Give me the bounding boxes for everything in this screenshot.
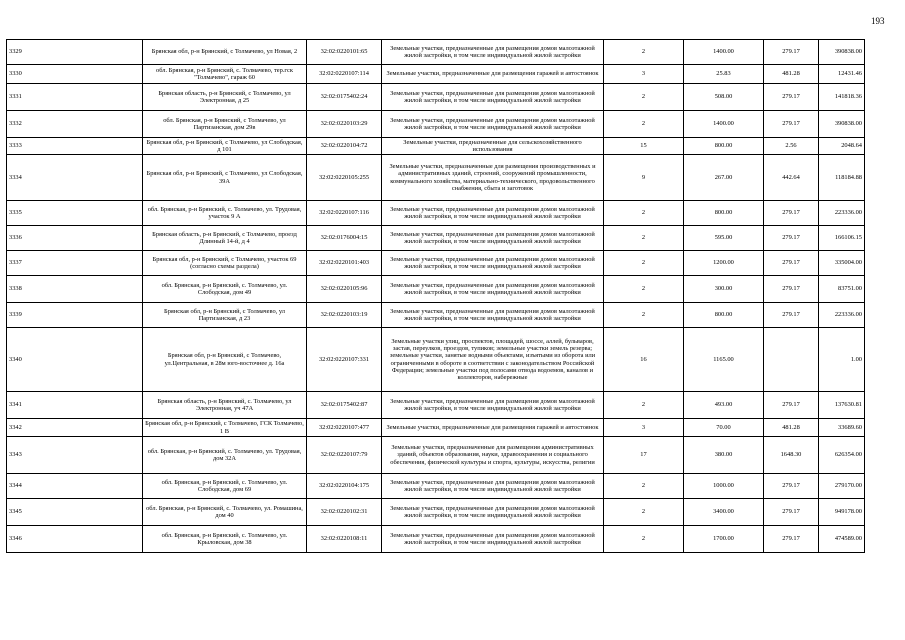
area-value: 1165.00	[684, 328, 764, 392]
rate-value: 279.17	[764, 499, 819, 526]
address-cell: Брянская обл, р-н Брянский, с Толмачево, участок 69 (согласно схемы раздела)	[143, 251, 307, 276]
land-use-cell: Земельные участки, предназначенные для размещения домов малоэтажной жилой застройки, в том числе индивидуальной жилой застройки	[382, 226, 604, 251]
area-value: 800.00	[684, 138, 764, 155]
cadastral-value: 33689.60	[819, 419, 865, 437]
row-number: 3340	[7, 328, 143, 392]
cadastral-number: 32:02:0220101:403	[307, 251, 382, 276]
row-number: 3337	[7, 251, 143, 276]
area-value: 25.83	[684, 65, 764, 84]
cadastral-number: 32:02:0220107:79	[307, 437, 382, 474]
address-cell: Брянская обл, р-н Брянский, с Толмачево, ул.Центральная, в 28м юго-восточнее д. 16а	[143, 328, 307, 392]
rate-value: 481.28	[764, 419, 819, 437]
table-row	[7, 65, 865, 84]
land-use-cell: Земельные участки, предназначенные для размещения домов малоэтажной жилой застройки, в том числе индивидуальной жилой застройки	[382, 40, 604, 65]
category-code: 9	[604, 155, 684, 201]
address-cell: обл. Брянская, р-н Брянский, с. Толмачево, ул. Крыловская, дом 38	[143, 526, 307, 553]
rate-value: 279.17	[764, 226, 819, 251]
row-number: 3339	[7, 303, 143, 328]
cadastral-value: 279170.00	[819, 474, 865, 499]
rate-value: 1648.30	[764, 437, 819, 474]
area-value: 1400.00	[684, 40, 764, 65]
cadastral-number: 32:02:0220103:19	[307, 303, 382, 328]
land-use-cell: Земельные участки, предназначенные для размещения домов малоэтажной жилой застройки, в том числе индивидуальной жилой застройки	[382, 392, 604, 419]
table-row	[7, 226, 865, 251]
land-use-cell: Земельные участки, предназначенные для размещения гаражей и автостоянок	[382, 419, 604, 437]
cadastral-value: 12431.46	[819, 65, 865, 84]
category-code: 2	[604, 303, 684, 328]
cadastral-number: 32:02:0220104:175	[307, 474, 382, 499]
land-use-cell: Земельные участки, предназначенные для размещения домов малоэтажной жилой застройки, в том числе индивидуальной жилой застройки	[382, 201, 604, 226]
land-use-cell: Земельные участки, предназначенные для размещения домов малоэтажной жилой застройки, в том числе индивидуальной жилой застройки	[382, 251, 604, 276]
land-use-cell: Земельные участки, предназначенные для размещения домов малоэтажной жилой застройки, в том числе индивидуальной жилой застройки	[382, 276, 604, 303]
page-number: 193	[871, 16, 885, 26]
row-number: 3329	[7, 40, 143, 65]
rate-value: 279.17	[764, 392, 819, 419]
rate-value: 279.17	[764, 201, 819, 226]
cadastral-number: 32:02:0220101:65	[307, 40, 382, 65]
row-number: 3343	[7, 437, 143, 474]
row-number: 3333	[7, 138, 143, 155]
land-use-cell: Земельные участки, предназначенные для размещения домов малоэтажной жилой застройки, в том числе индивидуальной жилой застройки	[382, 303, 604, 328]
table-row	[7, 84, 865, 111]
cadastral-number: 32:02:0220107:477	[307, 419, 382, 437]
area-value: 800.00	[684, 201, 764, 226]
address-cell: обл. Брянская, р-н Брянский, с Толмачево, ул Партизанская, дом 29в	[143, 111, 307, 138]
category-code: 2	[604, 84, 684, 111]
area-value: 493.00	[684, 392, 764, 419]
land-use-cell: Земельные участки, предназначенные для размещения домов малоэтажной жилой застройки, в том числе индивидуальной жилой застройки	[382, 474, 604, 499]
land-use-cell: Земельные участки, предназначенные для размещения гаражей и автостоянок	[382, 65, 604, 84]
cadastral-number: 32:02:0220104:72	[307, 138, 382, 155]
cadastral-value: 390838.00	[819, 111, 865, 138]
category-code: 2	[604, 111, 684, 138]
cadastral-value: 335004.00	[819, 251, 865, 276]
cadastral-number: 32:02:0220107:116	[307, 201, 382, 226]
address-cell: обл. Брянская, р-н Брянский, с. Толмачево, ул. Слободская, дом 69	[143, 474, 307, 499]
cadastral-value: 137630.81	[819, 392, 865, 419]
area-value: 508.00	[684, 84, 764, 111]
rate-value: 279.17	[764, 474, 819, 499]
land-use-cell: Земельные участки улиц, проспектов, площадей, шоссе, аллей, бульваров, застав, переулков, проездов, тупиков; земельные участки земель резерва; земельные участки, занятые водными объектами, изъятыми из оборота или ограниченными в обороте в соответствии с законодательством Российской Федерации; земельные участки под полосами отвода водоемов, каналов и коллекторов, набережные	[382, 328, 604, 392]
area-value: 1400.00	[684, 111, 764, 138]
cadastral-value: 223336.00	[819, 303, 865, 328]
cadastral-number: 32:02:0220103:29	[307, 111, 382, 138]
address-cell: обл. Брянская, р-н Брянский, с. Толмачево, ул. Трудовая, дом 32А	[143, 437, 307, 474]
category-code: 3	[604, 419, 684, 437]
area-value: 300.00	[684, 276, 764, 303]
table-row	[7, 303, 865, 328]
rate-value: 279.17	[764, 526, 819, 553]
cadastral-number: 32:02:0220105:96	[307, 276, 382, 303]
cadastral-value: 223336.00	[819, 201, 865, 226]
area-value: 267.00	[684, 155, 764, 201]
table-row	[7, 437, 865, 474]
address-cell: Брянская обл, р-н Брянский, с Толмачево, ул Партизанская, д 23	[143, 303, 307, 328]
table-row	[7, 155, 865, 201]
land-use-cell: Земельные участки, предназначенные для размещения домов малоэтажной жилой застройки, в том числе индивидуальной жилой застройки	[382, 526, 604, 553]
cadastral-value: 118184.88	[819, 155, 865, 201]
table-row	[7, 419, 865, 437]
category-code: 17	[604, 437, 684, 474]
area-value: 595.00	[684, 226, 764, 251]
cadastral-number: 32:02:0175402:87	[307, 392, 382, 419]
cadastral-value: 83751.00	[819, 276, 865, 303]
area-value: 1200.00	[684, 251, 764, 276]
land-use-cell: Земельные участки, предназначенные для размещения административных зданий, объектов образования, науки, здравоохранения и социального обеспечения, физической культуры и спорта, культуры, искусства, религии	[382, 437, 604, 474]
address-cell: обл. Брянская, р-н Брянский, с. Толмачево, ул. Ромашина, дом 40	[143, 499, 307, 526]
rate-value: 279.17	[764, 251, 819, 276]
row-number: 3336	[7, 226, 143, 251]
category-code: 2	[604, 474, 684, 499]
row-number: 3332	[7, 111, 143, 138]
address-cell: Брянская область, р-н Брянский, с Толмачево, ул Электронная, д 25	[143, 84, 307, 111]
category-code: 2	[604, 251, 684, 276]
category-code: 15	[604, 138, 684, 155]
cadastral-value: 2048.64	[819, 138, 865, 155]
category-code: 2	[604, 276, 684, 303]
land-use-cell: Земельные участки, предназначенные для размещения домов малоэтажной жилой застройки, в том числе индивидуальной жилой застройки	[382, 84, 604, 111]
rate-value: 481.28	[764, 65, 819, 84]
row-number: 3342	[7, 419, 143, 437]
category-code: 16	[604, 328, 684, 392]
category-code: 2	[604, 40, 684, 65]
cadastral-value: 1.00	[819, 328, 865, 392]
area-value: 1700.00	[684, 526, 764, 553]
rate-value: 279.17	[764, 40, 819, 65]
address-cell: Брянская область, р-н Брянский, с Толмачево, проезд Длинный 14-й, д 4	[143, 226, 307, 251]
cadastral-value: 626354.00	[819, 437, 865, 474]
table-row	[7, 392, 865, 419]
row-number: 3345	[7, 499, 143, 526]
category-code: 2	[604, 201, 684, 226]
table-row	[7, 474, 865, 499]
cadastral-number: 32:02:0220105:255	[307, 155, 382, 201]
table-row	[7, 526, 865, 553]
address-cell: Брянская обл, р-н Брянский, с Толмачево, ул Слободская, 39А	[143, 155, 307, 201]
row-number: 3334	[7, 155, 143, 201]
rate-value: 279.17	[764, 84, 819, 111]
land-use-cell: Земельные участки, предназначенные для сельскохозяйственного использования	[382, 138, 604, 155]
row-number: 3346	[7, 526, 143, 553]
rate-value: 279.17	[764, 276, 819, 303]
address-cell: Брянская обл, р-н Брянский, с Толмачево, ул Слободская, д 101	[143, 138, 307, 155]
cadastral-number: 32:02:0176004:15	[307, 226, 382, 251]
rate-value: 2.56	[764, 138, 819, 155]
cadastral-value: 474589.00	[819, 526, 865, 553]
row-number: 3335	[7, 201, 143, 226]
row-number: 3338	[7, 276, 143, 303]
land-use-cell: Земельные участки, предназначенные для размещения домов малоэтажной жилой застройки, в том числе индивидуальной жилой застройки	[382, 111, 604, 138]
area-value: 3400.00	[684, 499, 764, 526]
rate-value	[764, 328, 819, 392]
address-cell: обл. Брянская, р-н Брянский, с. Толмачево, ул. Слободская, дом 49	[143, 276, 307, 303]
cadastral-value: 390838.00	[819, 40, 865, 65]
cadastral-number: 32:02:0175402:24	[307, 84, 382, 111]
land-registry-table	[6, 39, 865, 553]
address-cell: Брянская обл, р-н Брянский, с Толмачево, ГСК Толмачево, 1 В	[143, 419, 307, 437]
land-use-cell: Земельные участки, предназначенные для размещения производственных и административных зданий, строений, сооружений промышленности, коммунального хозяйства, материально-технического, продовольственного снабжения, сбыта и заготовок	[382, 155, 604, 201]
area-value: 380.00	[684, 437, 764, 474]
address-cell: Брянская область, р-н Брянский, с. Толмачево, ул Электронная, уч 47А	[143, 392, 307, 419]
row-number: 3344	[7, 474, 143, 499]
area-value: 800.00	[684, 303, 764, 328]
category-code: 2	[604, 226, 684, 251]
cadastral-number: 32:02:0220108:11	[307, 526, 382, 553]
address-cell: Брянская обл, р-н Брянский, с Толмачево, ул Новая, 2	[143, 40, 307, 65]
rate-value: 279.17	[764, 303, 819, 328]
row-number: 3331	[7, 84, 143, 111]
category-code: 2	[604, 392, 684, 419]
table-row	[7, 138, 865, 155]
area-value: 1000.00	[684, 474, 764, 499]
row-number: 3330	[7, 65, 143, 84]
address-cell: обл. Брянская, р-н Брянский, с. Толмачево, тер.гск "Толмачево", гараж 60	[143, 65, 307, 84]
cadastral-value: 166106.15	[819, 226, 865, 251]
table-row	[7, 40, 865, 65]
rate-value: 279.17	[764, 111, 819, 138]
table-row	[7, 276, 865, 303]
category-code: 3	[604, 65, 684, 84]
category-code: 2	[604, 499, 684, 526]
row-number: 3341	[7, 392, 143, 419]
table-row	[7, 499, 865, 526]
cadastral-value: 949178.00	[819, 499, 865, 526]
area-value: 70.00	[684, 419, 764, 437]
cadastral-number: 32:02:0220107:331	[307, 328, 382, 392]
rate-value: 442.64	[764, 155, 819, 201]
cadastral-number: 32:02:0220107:114	[307, 65, 382, 84]
land-use-cell: Земельные участки, предназначенные для размещения домов малоэтажной жилой застройки, в том числе индивидуальной жилой застройки	[382, 499, 604, 526]
cadastral-value: 141818.36	[819, 84, 865, 111]
table-row	[7, 201, 865, 226]
address-cell: обл. Брянская, р-н Брянский, с. Толмачево, ул. Трудовая, участок 9 А	[143, 201, 307, 226]
category-code: 2	[604, 526, 684, 553]
table-row	[7, 328, 865, 392]
table-row	[7, 251, 865, 276]
table-row	[7, 111, 865, 138]
cadastral-number: 32:02:0220102:31	[307, 499, 382, 526]
